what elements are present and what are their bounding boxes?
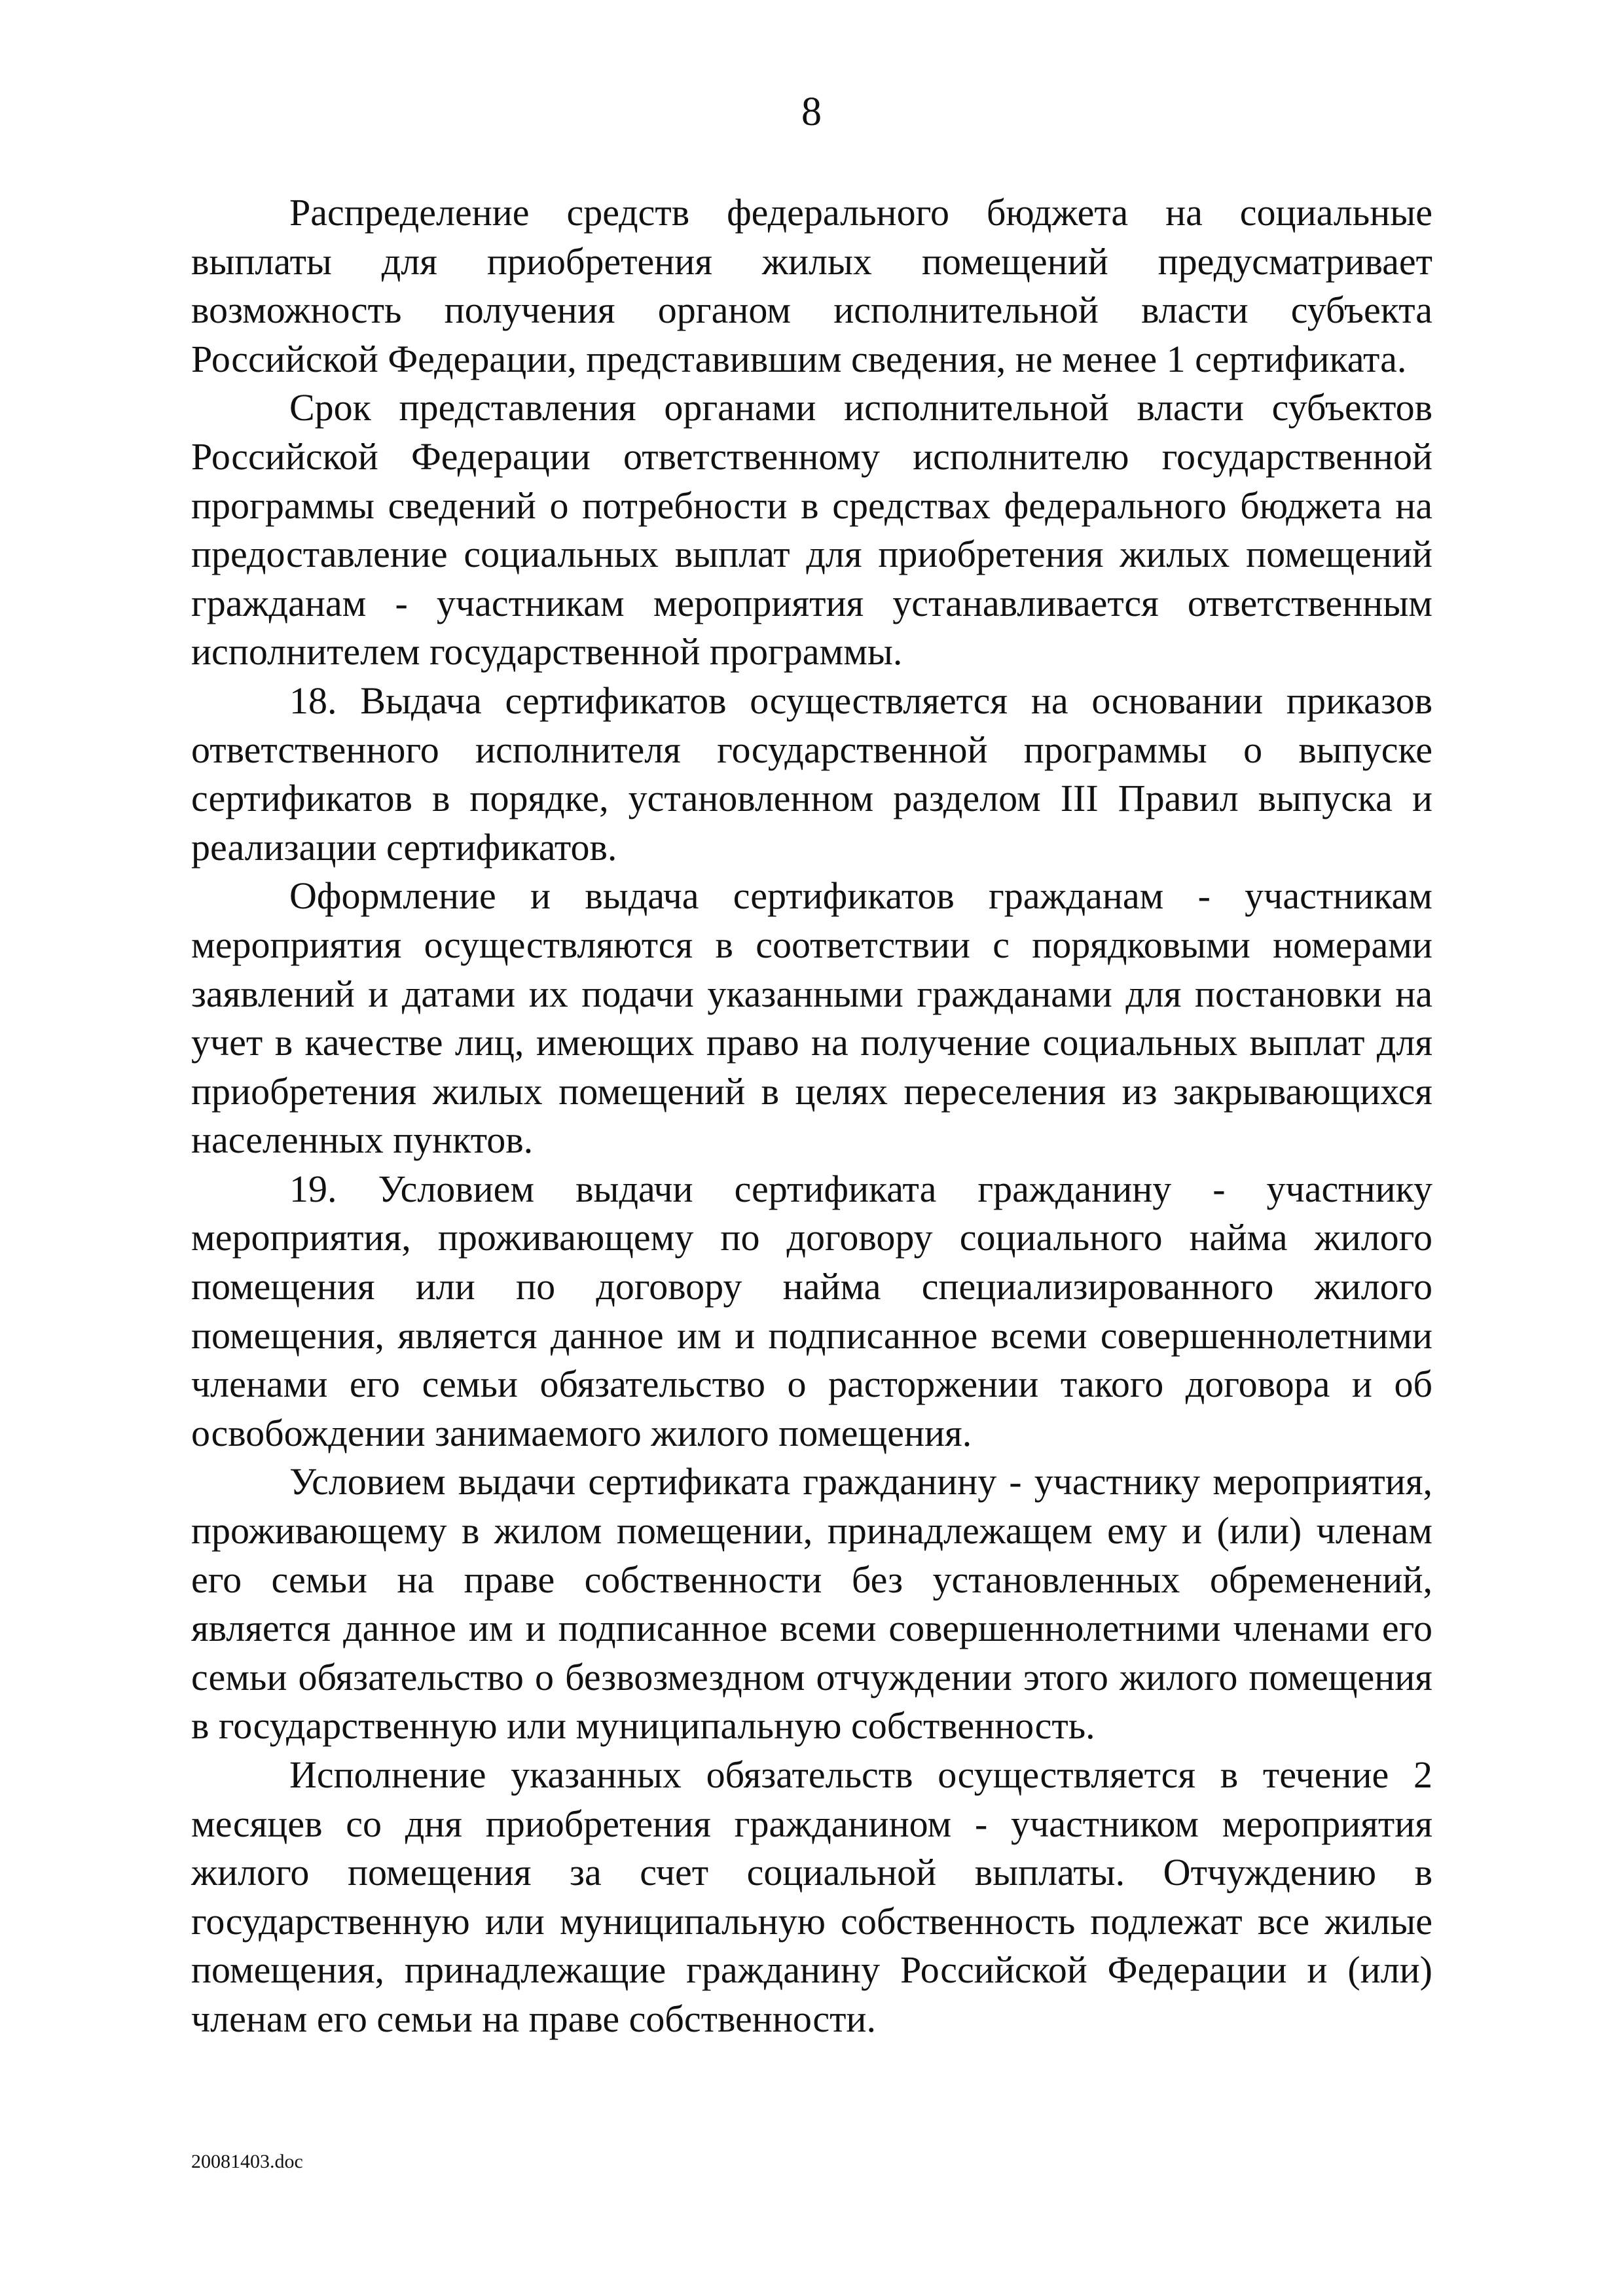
- page-number: 8: [801, 90, 822, 134]
- document-body: [191, 188, 1432, 2044]
- footer-filename: 20081403.doc: [191, 2151, 303, 2172]
- paragraph: Срок представления органами исполнительной власти субъектов Российской Федерации ответственному исполнителю государственной программы сведений о потребности в средствах федерального бюджета на предоставление социальных выплат для приобретения жилых помещений гражданам - участникам мероприятия устанавливается ответственным исполнителем государственной программы.: [191, 386, 1432, 673]
- paragraph: Распределение средств федерального бюджета на социальные выплаты для приобретения жилых помещений предусматривает возможность получения органом исполнительной власти субъекта Российской Федерации, представившим сведения, не менее 1 сертификата.: [191, 191, 1432, 380]
- paragraph: Оформление и выдача сертификатов гражданам - участникам мероприятия осуществляются в соответствии с порядковыми номерами заявлений и датами их подачи указанными гражданами для постановки на учет в качестве лиц, имеющих право на получение социальных выплат для приобретения жилых помещений в целях переселения из закрывающихся населенных пунктов.: [191, 874, 1432, 1162]
- paragraph: Исполнение указанных обязательств осуществляется в течение 2 месяцев со дня приобретения гражданином - участником мероприятия жилого помещения за счет социальной выплаты. Отчуждению в государственную или муниципальную собственность подлежат все жилые помещения, принадлежащие гражданину Российской Федерации и (или) членам его семьи на праве собственности.: [191, 1753, 1432, 2040]
- paragraph-item-18: 18. Выдача сертификатов осуществляется на основании приказов ответственного исполнителя государственной программы о выпуске сертификатов в порядке, установленном разделом III Правил выпуска и реализации сертификатов.: [191, 679, 1432, 869]
- paragraph-item-19: 19. Условием выдачи сертификата гражданину - участнику мероприятия, проживающему по договору социального найма жилого помещения или по договору найма специализированного жилого помещения, является данное им и подписанное всеми совершеннолетними членами его семьи обязательство о расторжении такого договора и об освобождении занимаемого жилого помещения.: [191, 1167, 1432, 1454]
- paragraph: Условием выдачи сертификата гражданину - участнику мероприятия, проживающему в жилом помещении, принадлежащем ему и (или) членам его семьи на праве собственности без установленных обременений, является данное им и подписанное всеми совершеннолетними членами его семьи обязательство о безвозмездном отчуждении этого жилого помещения в государственную или муниципальную собственность.: [191, 1460, 1432, 1748]
